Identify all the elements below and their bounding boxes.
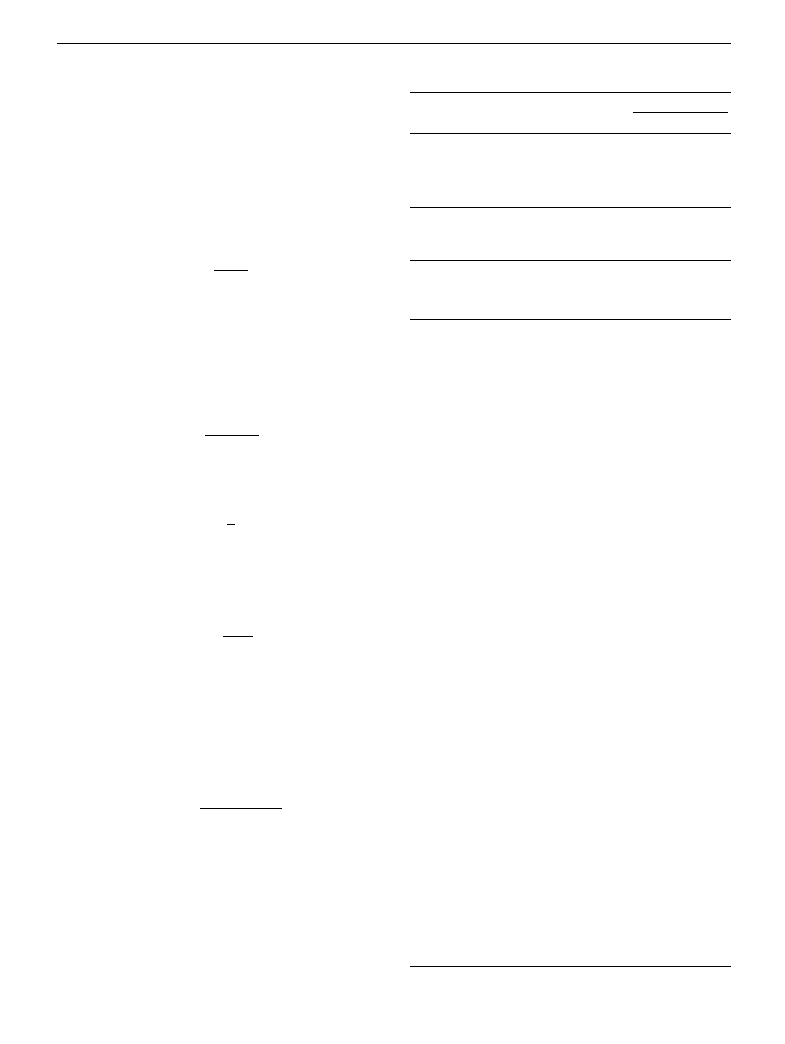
table-top-rule: [410, 92, 731, 93]
equation-fraction-bar: [227, 524, 235, 525]
equation-fraction-bar: [205, 435, 259, 436]
table-row-rule: [410, 260, 731, 261]
equation-fraction-bar: [200, 808, 282, 809]
header-rule: [57, 43, 731, 44]
table-header-rule: [410, 133, 731, 134]
equation-fraction-bar: [223, 636, 253, 637]
equation-fraction-bar: [214, 270, 248, 271]
table-row-rule: [410, 207, 731, 208]
table-column-group-rule: [633, 112, 728, 113]
footnote-rule: [410, 966, 731, 967]
table-bottom-rule: [410, 319, 731, 320]
